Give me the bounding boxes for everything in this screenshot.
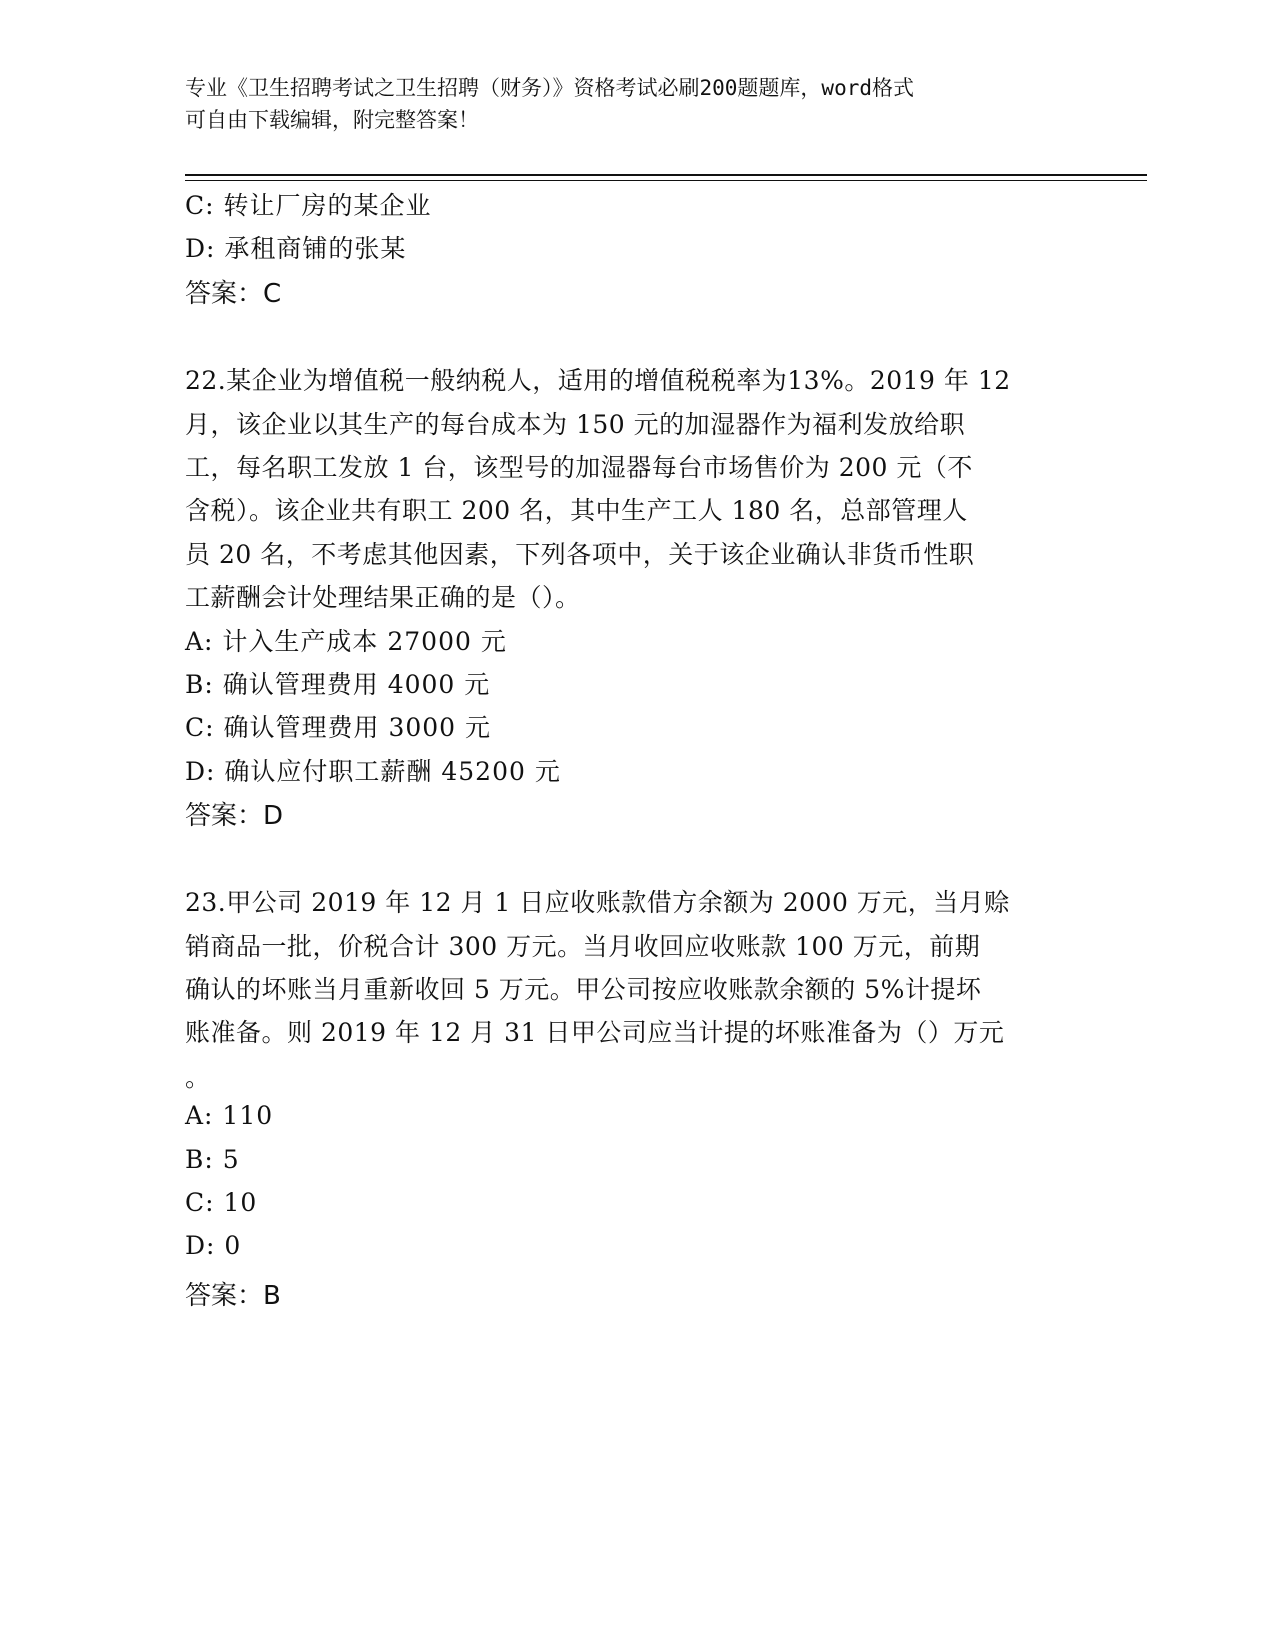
header-rule-thick xyxy=(185,174,1147,176)
q22-stem-line-5: 员 20 名，不考虑其他因素，下列各项中，关于该企业确认非货币性职 xyxy=(185,540,975,569)
page-header xyxy=(185,72,1065,136)
q23-stem-line-4: 账准备。则 2019 年 12 月 31 日甲公司应当计提的坏账准备为（）万元 xyxy=(185,1018,1005,1047)
header-line-1: 专业《卫生招聘考试之卫生招聘（财务）》资格考试必刷200题题库，word格式 xyxy=(185,76,914,100)
prev-option-d: D: 承租商铺的张某 xyxy=(185,234,407,263)
q23-stem-line-3: 确认的坏账当月重新收回 5 万元。甲公司按应收账款余额的 5%计提坏 xyxy=(185,975,982,1004)
q22-stem-line-4: 含税）。该企业共有职工 200 名，其中生产工人 180 名，总部管理人 xyxy=(185,496,968,525)
q23-stem-line-5: 。 xyxy=(185,1063,211,1092)
q23-stem-line-1: 23.甲公司 2019 年 12 月 1 日应收账款借方余额为 2000 万元，当月赊 xyxy=(185,888,1010,917)
q23-option-a: A: 110 xyxy=(185,1101,274,1130)
q22-option-b: B: 确认管理费用 4000 元 xyxy=(185,670,491,699)
q22-stem-line-1: 22.某企业为增值税一般纳税人，适用的增值税税率为13%。2019 年 12 xyxy=(185,366,1011,395)
prev-option-c: C: 转让厂房的某企业 xyxy=(185,191,432,220)
q22-answer: 答案：D xyxy=(185,801,284,831)
header-line-2: 可自由下载编辑，附完整答案！ xyxy=(185,108,479,132)
q23-answer: 答案：B xyxy=(185,1281,281,1311)
q22-stem-line-2: 月，该企业以其生产的每台成本为 150 元的加湿器作为福利发放给职 xyxy=(185,410,966,439)
q22-option-d: D: 确认应付职工薪酬 45200 元 xyxy=(185,757,561,786)
q22-stem-line-3: 工，每名职工发放 1 台，该型号的加湿器每台市场售价为 200 元（不 xyxy=(185,453,973,482)
q22-stem-line-6: 工薪酬会计处理结果正确的是（）。 xyxy=(185,583,581,612)
q23-option-c: C: 10 xyxy=(185,1188,258,1217)
header-rule-thin xyxy=(185,180,1147,181)
q23-stem-line-2: 销商品一批，价税合计 300 万元。当月收回应收账款 100 万元，前期 xyxy=(185,932,981,961)
q22-option-c: C: 确认管理费用 3000 元 xyxy=(185,713,492,742)
q23-option-b: B: 5 xyxy=(185,1145,240,1174)
q22-option-a: A: 计入生产成本 27000 元 xyxy=(185,627,507,656)
q23-option-d: D: 0 xyxy=(185,1231,242,1260)
prev-answer: 答案：C xyxy=(185,279,282,309)
